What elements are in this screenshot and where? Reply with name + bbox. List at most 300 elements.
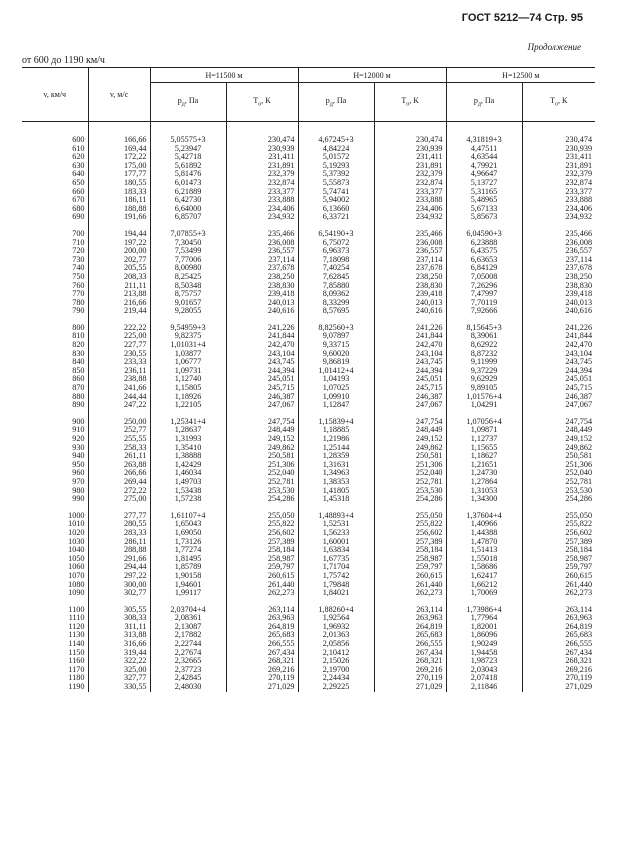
table-cell: 850 — [72, 365, 85, 375]
table-cell: 232,379 — [226, 170, 298, 179]
table-cell: 261,440 — [374, 581, 446, 590]
table-cell: 8,62922 — [446, 341, 522, 350]
table-cell: 186,11 — [88, 196, 150, 205]
table-cell: 262,273 — [522, 589, 595, 598]
table-cell: 1,34300 — [446, 495, 522, 504]
table-cell: 191,66 — [88, 213, 150, 222]
table-cell: 240,013 — [522, 299, 595, 308]
table-row — [22, 324, 595, 333]
table-cell: 213,88 — [88, 290, 150, 299]
table-cell: 267,434 — [522, 649, 595, 658]
table-cell: 233,377 — [522, 188, 595, 197]
table-cell: 1,37604+4 — [446, 512, 522, 521]
table-cell: 2,48030 — [150, 683, 226, 692]
table-cell: 263,963 — [226, 614, 298, 623]
table-cell: 234,406 — [226, 205, 298, 214]
table-cell: 1,09731 — [150, 367, 226, 376]
table-cell: 1,18885 — [298, 426, 374, 435]
table-cell: 5,81476 — [150, 170, 226, 179]
table-cell: 236,008 — [374, 239, 446, 248]
table-row — [22, 469, 595, 478]
table-cell: 269,216 — [522, 666, 595, 675]
table-cell: 258,184 — [522, 546, 595, 555]
table-cell: 261,440 — [522, 581, 595, 590]
table-cell: 1150 — [68, 647, 85, 657]
table-row — [22, 674, 595, 683]
table-cell: 266,555 — [226, 640, 298, 649]
table-cell: 700 — [72, 228, 85, 238]
table-cell: 2,29225 — [298, 683, 374, 692]
table-cell: 241,844 — [226, 332, 298, 341]
table-cell: 1,63834 — [298, 546, 374, 555]
table-row — [22, 239, 595, 248]
table-cell: 291,66 — [88, 555, 150, 564]
table-cell: 1,12737 — [446, 435, 522, 444]
header-pressure-3: $p_д$, Па — [446, 83, 522, 122]
table-row — [22, 299, 595, 308]
table-cell: 245,715 — [374, 384, 446, 393]
table-cell: 1,03877 — [150, 350, 226, 359]
table-row — [22, 640, 595, 649]
table-cell: 230,939 — [226, 145, 298, 154]
table-cell: 247,754 — [374, 418, 446, 427]
table-cell: 1,70069 — [446, 589, 522, 598]
table-cell: 232,874 — [226, 179, 298, 188]
table-cell: 9,54959+3 — [150, 324, 226, 333]
table-cell: 238,830 — [226, 282, 298, 291]
table-cell: 237,114 — [374, 256, 446, 265]
table-cell: 241,226 — [522, 324, 595, 333]
table-cell: 234,932 — [522, 213, 595, 222]
table-cell: 810 — [72, 331, 85, 341]
table-cell: 990 — [72, 494, 85, 504]
table-row — [22, 606, 595, 615]
table-row — [22, 444, 595, 453]
table-cell: 208,33 — [88, 273, 150, 282]
table-row — [22, 401, 595, 410]
table-cell: 7,18098 — [298, 256, 374, 265]
table-cell: 266,555 — [374, 640, 446, 649]
table-cell: 245,715 — [522, 384, 595, 393]
header-pressure-2: $p_д$, Па — [298, 83, 374, 122]
table-cell: 1,65043 — [150, 520, 226, 529]
table-cell: 233,377 — [226, 188, 298, 197]
table-cell: 1110 — [68, 613, 85, 623]
table-cell: 5,67133 — [446, 205, 522, 214]
table-cell: 4,96647 — [446, 170, 522, 179]
table-cell: 240,616 — [374, 307, 446, 316]
table-cell: 1,01576+4 — [446, 393, 522, 402]
table-cell: 255,822 — [374, 520, 446, 529]
table-cell: 1,98723 — [446, 657, 522, 666]
table-cell: 252,77 — [88, 426, 150, 435]
table-cell: 800 — [72, 322, 85, 332]
table-cell: 254,286 — [374, 495, 446, 504]
table-cell: 197,22 — [88, 239, 150, 248]
table-cell: 261,11 — [88, 452, 150, 461]
table-cell: 255,050 — [522, 512, 595, 521]
table-cell: 256,602 — [522, 529, 595, 538]
table-cell: 264,819 — [522, 623, 595, 632]
table-cell: 1,18627 — [446, 452, 522, 461]
header-temperature-3: $T_о$, К — [522, 83, 595, 122]
table-cell: 253,530 — [226, 487, 298, 496]
table-cell: 240,616 — [226, 307, 298, 316]
table-cell: 235,466 — [374, 230, 446, 239]
table-cell: 266,555 — [522, 640, 595, 649]
table-cell: 5,37392 — [298, 170, 374, 179]
table-cell: 720 — [72, 246, 85, 256]
table-row — [22, 196, 595, 205]
table-cell: 252,781 — [522, 478, 595, 487]
table-cell: 249,152 — [522, 435, 595, 444]
table-row — [22, 350, 595, 359]
table-row — [22, 452, 595, 461]
table-cell: 231,891 — [374, 162, 446, 171]
table-cell: 277,77 — [88, 512, 150, 521]
table-cell: 166,66 — [88, 122, 150, 145]
table-cell: 4,79921 — [446, 162, 522, 171]
table-cell: 258,184 — [226, 546, 298, 555]
table-cell: 265,683 — [374, 631, 446, 640]
table-cell: 1,18926 — [150, 393, 226, 402]
table-cell: 1,60001 — [298, 538, 374, 547]
table-cell: 233,888 — [226, 196, 298, 205]
table-cell: 8,33299 — [298, 299, 374, 308]
table-cell: 262,273 — [374, 589, 446, 598]
group-spacer — [22, 598, 595, 606]
table-cell: 2,10412 — [298, 649, 374, 658]
table-cell: 7,26296 — [446, 282, 522, 291]
table-cell: 6,21889 — [150, 188, 226, 197]
table-row — [22, 153, 595, 162]
table-row — [22, 495, 595, 504]
table-row — [22, 572, 595, 581]
table-cell: 8,39061 — [446, 332, 522, 341]
speed-range-label: от 600 до 1190 км/ч — [22, 55, 105, 66]
table-row — [22, 247, 595, 256]
table-cell: 244,44 — [88, 393, 150, 402]
table-cell: 4,84224 — [298, 145, 374, 154]
table-cell: 268,321 — [226, 657, 298, 666]
table-cell: 1,81495 — [150, 555, 226, 564]
table-cell: 7,70119 — [446, 299, 522, 308]
table-cell: 260,615 — [374, 572, 446, 581]
table-cell: 283,33 — [88, 529, 150, 538]
table-cell: 272,22 — [88, 487, 150, 496]
table-cell: 239,418 — [374, 290, 446, 299]
table-cell: 242,470 — [374, 341, 446, 350]
table-cell: 2,11846 — [446, 683, 522, 692]
table-cell: 252,040 — [374, 469, 446, 478]
table-cell: 6,64000 — [150, 205, 226, 214]
table-cell: 1,04291 — [446, 401, 522, 410]
table-cell: 231,411 — [226, 153, 298, 162]
table-cell: 249,862 — [374, 444, 446, 453]
table-cell: 236,557 — [374, 247, 446, 256]
table-cell: 250,581 — [226, 452, 298, 461]
table-cell: 244,394 — [226, 367, 298, 376]
table-row — [22, 461, 595, 470]
table-cell: 1030 — [68, 536, 85, 546]
table-cell: 1,56233 — [298, 529, 374, 538]
table-cell: 259,797 — [522, 563, 595, 572]
table-cell: 1,31053 — [446, 487, 522, 496]
table-cell: 5,01572 — [298, 153, 374, 162]
table-cell: 1,15655 — [446, 444, 522, 453]
table-cell: 172,22 — [88, 153, 150, 162]
table-cell: 231,411 — [522, 153, 595, 162]
table-cell: 280,55 — [88, 520, 150, 529]
table-cell: 242,470 — [522, 341, 595, 350]
table-cell: 313,88 — [88, 631, 150, 640]
group-spacer — [22, 410, 595, 418]
table-row — [22, 367, 595, 376]
table-cell: 241,66 — [88, 384, 150, 393]
table-cell: 900 — [72, 416, 85, 426]
table-cell: 222,22 — [88, 324, 150, 333]
table-row — [22, 290, 595, 299]
table-cell: 237,114 — [522, 256, 595, 265]
table-cell: 1,04193 — [298, 375, 374, 384]
table-cell: 258,987 — [522, 555, 595, 564]
table-cell: 670 — [72, 195, 85, 205]
table-cell: 1130 — [68, 630, 85, 640]
table-cell: 265,683 — [226, 631, 298, 640]
table-cell: 269,44 — [88, 478, 150, 487]
table-cell: 890 — [72, 400, 85, 410]
table-cell: 1,45318 — [298, 495, 374, 504]
page-header: ГОСТ 5212—74 Стр. 95 — [461, 12, 583, 24]
table-cell: 251,306 — [226, 461, 298, 470]
table-cell: 268,321 — [522, 657, 595, 666]
table-cell: 231,891 — [226, 162, 298, 171]
header-speed-kmh: v, км/ч — [22, 68, 88, 122]
table-cell: 1,15839+4 — [298, 418, 374, 427]
table-row — [22, 512, 595, 521]
table-cell: 175,00 — [88, 162, 150, 171]
table-row — [22, 418, 595, 427]
table-cell: 860 — [72, 374, 85, 384]
table-row — [22, 520, 595, 529]
table-cell: 1,42429 — [150, 461, 226, 470]
table-cell: 4,63544 — [446, 153, 522, 162]
table-cell: 7,07855+3 — [150, 230, 226, 239]
table-cell: 1,67735 — [298, 555, 374, 564]
table-cell: 1140 — [68, 639, 85, 649]
table-cell: 1120 — [68, 621, 85, 631]
table-row — [22, 162, 595, 171]
table-cell: 1,47870 — [446, 538, 522, 547]
table-cell: 233,377 — [374, 188, 446, 197]
header-speed-ms: v, м/с — [88, 68, 150, 122]
header-group-1: H=11500 м — [150, 68, 298, 83]
table-cell: 5,19293 — [298, 162, 374, 171]
table-row — [22, 478, 595, 487]
table-cell: 241,844 — [374, 332, 446, 341]
table-cell: 234,406 — [522, 205, 595, 214]
table-cell: 241,844 — [522, 332, 595, 341]
table-cell: 970 — [72, 476, 85, 486]
table-cell: 249,152 — [226, 435, 298, 444]
table-cell: 6,43575 — [446, 247, 522, 256]
table-row — [22, 435, 595, 444]
table-cell: 1,90158 — [150, 572, 226, 581]
table-cell: 1070 — [68, 570, 85, 580]
table-cell: 760 — [72, 280, 85, 290]
table-cell: 1,38353 — [298, 478, 374, 487]
table-cell: 246,387 — [522, 393, 595, 402]
table-cell: 1,24730 — [446, 469, 522, 478]
table-cell: 5,48965 — [446, 196, 522, 205]
table-cell: 2,37723 — [150, 666, 226, 675]
table-cell: 302,77 — [88, 589, 150, 598]
table-row — [22, 393, 595, 402]
table-cell: 830 — [72, 348, 85, 358]
table-cell: 237,678 — [522, 264, 595, 273]
table-cell: 1,35410 — [150, 444, 226, 453]
table-cell: 1,34963 — [298, 469, 374, 478]
table-cell: 1,27864 — [446, 478, 522, 487]
table-row — [22, 529, 595, 538]
table-cell: 230,474 — [226, 122, 298, 145]
table-cell: 660 — [72, 186, 85, 196]
table-cell: 1,07056+4 — [446, 418, 522, 427]
table-cell: 252,781 — [226, 478, 298, 487]
table-cell: 6,13660 — [298, 205, 374, 214]
table-cell: 177,77 — [88, 170, 150, 179]
table-cell: 1000 — [68, 510, 85, 520]
table-cell: 246,387 — [374, 393, 446, 402]
table-cell: 255,822 — [522, 520, 595, 529]
table-cell: 750 — [72, 271, 85, 281]
table-cell: 1,52531 — [298, 520, 374, 529]
table-cell: 169,44 — [88, 145, 150, 154]
table-cell: 2,13087 — [150, 623, 226, 632]
table-cell: 1,38888 — [150, 452, 226, 461]
table-cell: 1100 — [68, 604, 85, 614]
table-cell: 243,745 — [226, 358, 298, 367]
table-cell: 2,08361 — [150, 614, 226, 623]
table-cell: 2,22744 — [150, 640, 226, 649]
table-cell: 236,557 — [226, 247, 298, 256]
table-cell: 236,008 — [522, 239, 595, 248]
table-cell: 5,61892 — [150, 162, 226, 171]
table-cell: 238,250 — [522, 273, 595, 282]
table-cell: 258,987 — [226, 555, 298, 564]
table-cell: 286,11 — [88, 538, 150, 547]
table-row — [22, 563, 595, 572]
atmosphere-table — [22, 67, 595, 692]
table-cell: 1,01412+4 — [298, 367, 374, 376]
header-temperature-1: $T_о$, К — [226, 83, 298, 122]
table-cell: 8,09362 — [298, 290, 374, 299]
table-cell: 271,029 — [226, 683, 298, 692]
table-cell: 227,77 — [88, 341, 150, 350]
table-cell: 1,31631 — [298, 461, 374, 470]
table-cell: 1,77964 — [446, 614, 522, 623]
table-cell: 322,22 — [88, 657, 150, 666]
table-cell: 8,15645+3 — [446, 324, 522, 333]
table-cell: 255,822 — [226, 520, 298, 529]
table-cell: 1,51413 — [446, 546, 522, 555]
table-cell: 270,119 — [522, 674, 595, 683]
table-cell: 2,15026 — [298, 657, 374, 666]
table-cell: 640 — [72, 169, 85, 179]
table-row — [22, 230, 595, 239]
table-cell: 247,067 — [522, 401, 595, 410]
table-cell: 256,602 — [374, 529, 446, 538]
table-cell: 1040 — [68, 545, 85, 555]
table-cell: 1,07025 — [298, 384, 374, 393]
table-cell: 7,62845 — [298, 273, 374, 282]
table-cell: 2,32665 — [150, 657, 226, 666]
table-cell: 630 — [72, 160, 85, 170]
table-cell: 255,050 — [226, 512, 298, 521]
table-cell: 265,683 — [522, 631, 595, 640]
table-cell: 200,00 — [88, 247, 150, 256]
table-cell: 600 — [72, 135, 85, 144]
table-cell: 1,96932 — [298, 623, 374, 632]
table-row — [22, 623, 595, 632]
table-cell: 1,79848 — [298, 581, 374, 590]
table-cell: 236,11 — [88, 367, 150, 376]
table-cell: 840 — [72, 357, 85, 367]
table-cell: 180,55 — [88, 179, 150, 188]
table-cell: 230,939 — [522, 145, 595, 154]
table-cell: 4,47511 — [446, 145, 522, 154]
table-row — [22, 332, 595, 341]
table-cell: 5,74741 — [298, 188, 374, 197]
table-cell: 231,411 — [374, 153, 446, 162]
table-cell: 960 — [72, 468, 85, 478]
table-row — [22, 426, 595, 435]
table-cell: 257,389 — [522, 538, 595, 547]
table-cell: 237,678 — [226, 264, 298, 273]
table-cell: 1,15805 — [150, 384, 226, 393]
table-cell: 305,55 — [88, 606, 150, 615]
table-cell: 1,58686 — [446, 563, 522, 572]
table-row — [22, 546, 595, 555]
table-cell: 1,31993 — [150, 435, 226, 444]
table-cell: 1,44388 — [446, 529, 522, 538]
table-cell: 690 — [72, 212, 85, 222]
table-row — [22, 205, 595, 214]
table-cell: 2,07418 — [446, 674, 522, 683]
table-cell: 6,42730 — [150, 196, 226, 205]
table-cell: 231,891 — [522, 162, 595, 171]
table-cell: 1050 — [68, 553, 85, 563]
table-cell: 245,715 — [226, 384, 298, 393]
table-cell: 6,54190+3 — [298, 230, 374, 239]
table-cell: 8,25425 — [150, 273, 226, 282]
table-cell: 9,37229 — [446, 367, 522, 376]
table-cell: 254,286 — [522, 495, 595, 504]
table-cell: 1,46034 — [150, 469, 226, 478]
table-cell: 233,888 — [522, 196, 595, 205]
table-cell: 234,932 — [226, 213, 298, 222]
table-cell: 247,754 — [226, 418, 298, 427]
table-cell: 8,87232 — [446, 350, 522, 359]
table-cell: 244,394 — [374, 367, 446, 376]
table-cell: 9,86819 — [298, 358, 374, 367]
table-cell: 243,745 — [522, 358, 595, 367]
table-cell: 271,029 — [522, 683, 595, 692]
table-cell: 1,49703 — [150, 478, 226, 487]
table-cell: 6,01473 — [150, 179, 226, 188]
table-cell: 1,84021 — [298, 589, 374, 598]
table-row — [22, 122, 595, 145]
